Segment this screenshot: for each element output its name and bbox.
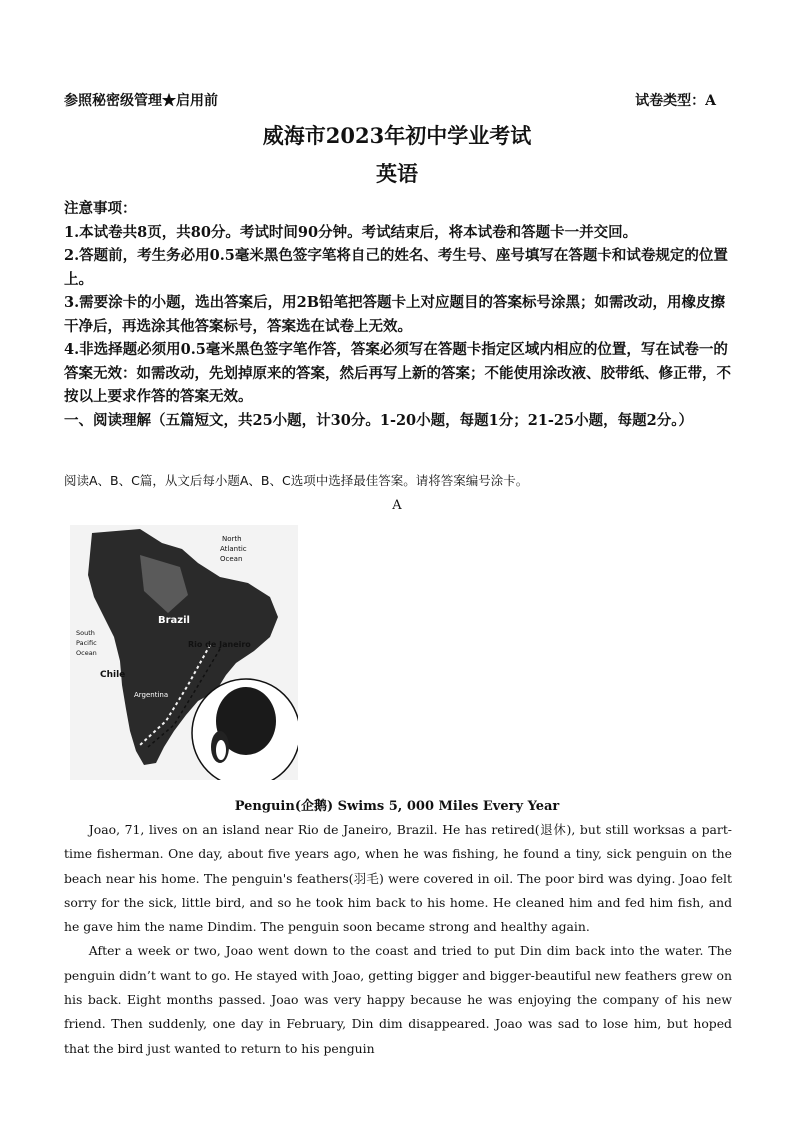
article-paragraph-1: Joao, 71, lives on an island near Rio de Janeiro, Brazil. He has retired(退休), but still worksas a part-time fisherman. One day, about five years ago, when he was fishing, he found a tiny, sick penguin on the beach near his home. The penguin's feathers(羽毛) were covered in oil. The poor bird was dying. Joao felt sorry for the sick, little bird, and so he took him back to his home. He cleaned him and fed him fish, and he gave him the name Dindim. The penguin soon became strong and healthy again. [64,822,732,935]
subject-title: 英语 [376,161,418,186]
note-item-1: 1.本试卷共8页，共80分。考试时间90分钟。考试结束后，将本试卷和答题卡一并交回。 [64,223,638,241]
label-ocean-s: Ocean [76,649,97,657]
label-north: North [222,535,242,543]
notes-heading: 注意事项： [64,200,137,217]
reading-instruction: 阅读A、B、C篇，从文后每小题A、B、C选项中选择最佳答案。请将答案编号涂卡。 [64,473,529,488]
penguin-belly [216,740,226,760]
article-title: Penguin(企鹅) Swims 5, 000 Miles Every Year [234,799,560,814]
article-paragraph-2: After a week or two, Joao went down to the coast and tried to put Din dim back into the water. The penguin didn’t want to go. He stayed with Joao, getting bigger and bigger-beautiful new feathers grew on his back. Eight months passed. Joao was very happy because he was enjoying the company of his new friend. Then suddenly, one day in February, Din dim disappeared. Joao was sad to lose him, but hoped that the bird just wanted to return to his penguin [64,943,732,1056]
label-rio: Rio de Janeiro [188,640,251,649]
exam-title: 威海市2023年初中学业考试 [262,123,532,148]
label-brazil: Brazil [158,615,190,626]
note-item-4: 4.非选择题必须用0.5毫米黑色签字笔作答，答案必须写在答题卡指定区域内相应的位置，写在试卷一的答案无效：如需改动，先划掉原来的答案，然后再写上新的答案；不能使用涂改液、胶带纸、修正带，不按以上要求作答的答案无效。 [64,341,731,405]
article-body [64,818,732,1061]
label-south: South [76,629,95,637]
paper-type-label: 试卷类型：A [635,93,716,109]
label-argentina: Argentina [134,691,169,699]
section-heading: 一、阅读理解（五篇短文，共25小题，计30分。1-20小题，每题1分；21-25小题，每题2分。） [64,411,693,429]
label-atlantic: Atlantic [220,545,247,553]
confidentiality-label: 参照秘密级管理★启用前 [64,93,218,109]
passage-label: A [392,498,402,513]
note-item-2: 2.答题前，考生务必用0.5毫米黑色签字笔将自己的姓名、考生号、座号填写在答题卡和试卷规定的位置上。 [64,247,728,288]
notes-block [64,197,734,432]
map-graphic [70,525,298,780]
label-chile: Chile [100,670,126,680]
label-pacific: Pacific [76,639,97,647]
label-ocean-n: Ocean [220,555,243,563]
note-item-3: 3.需要涂卡的小题，选出答案后，用2B铅笔把答题卡上对应题目的答案标号涂黑；如需改动，用橡皮擦干净后，再选涂其他答案标号，答案选在试卷上无效。 [64,294,725,335]
south-america-map [70,525,298,780]
